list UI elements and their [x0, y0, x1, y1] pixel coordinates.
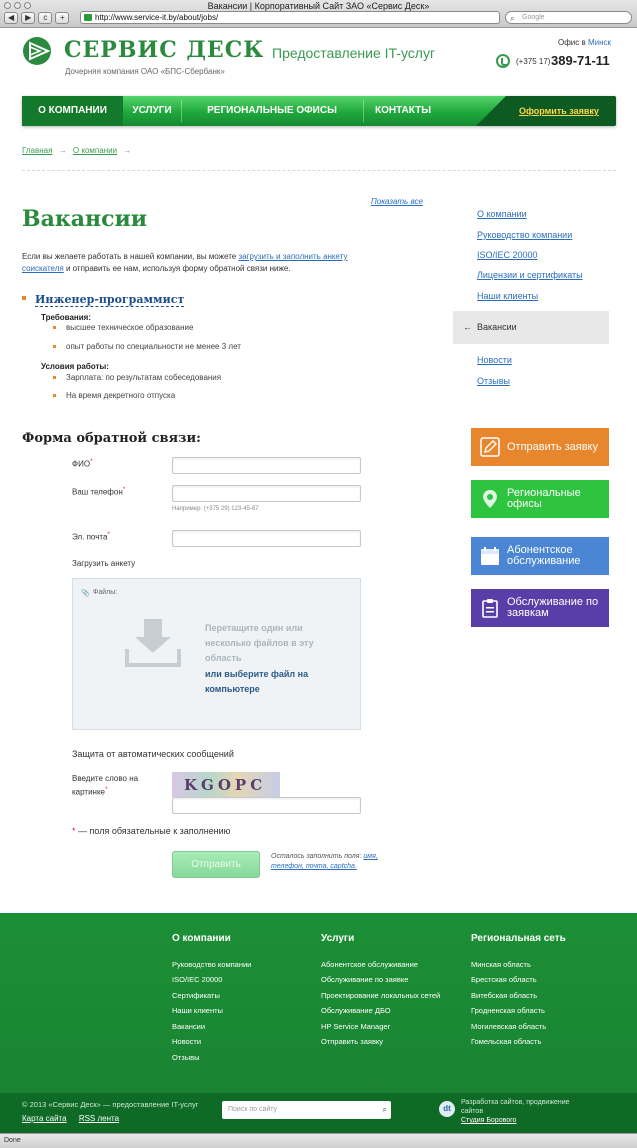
footer-link[interactable]: Отзывы	[172, 1053, 200, 1062]
choose-file-link[interactable]: или выберите файл на компьютере	[205, 669, 309, 694]
phone-hint: Например: (+375 29) 123-45-67	[172, 506, 259, 512]
clipboard-icon	[480, 598, 500, 618]
breadcrumb-arrow: →	[58, 146, 67, 155]
calendar-icon	[480, 546, 500, 566]
drop-text: Перетащите один или несколько файлов в эту область	[205, 623, 314, 663]
phone-label: Ваш телефон*	[72, 486, 126, 497]
request-service-button[interactable]	[471, 589, 609, 627]
footer-col-title[interactable]: Услуги	[321, 933, 355, 944]
arrow-left-icon: ←	[463, 322, 472, 332]
captcha-image	[172, 772, 280, 797]
sidebar-item-jobs[interactable]	[453, 311, 609, 344]
sidebar-item-label: Вакансии	[477, 322, 517, 332]
window-title: Вакансии | Корпоративный Сайт ЗАО «Сервис Деск»	[207, 1, 430, 11]
page-title: Вакансии	[22, 206, 148, 232]
subscription-service-label: Абонентское обслуживание	[507, 544, 581, 567]
breadcrumb	[22, 146, 135, 155]
rss-link[interactable]: RSS лента	[78, 1114, 120, 1123]
map-pin-icon	[480, 489, 500, 509]
required-note: * — поля обязательные к заполнению	[72, 826, 231, 836]
site-search-placeholder: Поиск по сайту	[228, 1106, 278, 1113]
pencil-icon	[480, 437, 500, 457]
regional-offices-button[interactable]	[471, 480, 609, 518]
footer-link[interactable]: Проектирование локальных сетей	[321, 991, 441, 1000]
footer-link[interactable]: Абонентское обслуживание	[321, 960, 418, 969]
fio-field[interactable]	[172, 457, 361, 474]
office-city-link[interactable]: Минск	[587, 38, 612, 47]
footer-link[interactable]: Вакансии	[172, 1022, 206, 1031]
sidebar-item-licenses[interactable]: Лицензии и сертификаты	[477, 270, 583, 280]
footer-link[interactable]: Наши клиенты	[172, 1006, 223, 1015]
nav-item-services[interactable]: УСЛУГИ	[132, 105, 172, 116]
footer-link[interactable]: Руководство компании	[172, 960, 252, 969]
paperclip-icon: 📎	[81, 590, 90, 597]
download-icon	[125, 619, 181, 667]
tagline: Предоставление IT-услуг	[272, 45, 436, 61]
footer-link[interactable]: Обслуживание ДБО	[321, 1006, 391, 1015]
requirements-heading: Требования:	[41, 313, 91, 322]
footer-link[interactable]: Брестская область	[471, 975, 537, 984]
upload-label: Загрузить анкету	[72, 559, 136, 568]
send-request-label: Отправить заявку	[507, 440, 598, 453]
footer-link[interactable]: Гомельская область	[471, 1037, 542, 1046]
status-bar: Done	[0, 1133, 637, 1148]
sitemap-link[interactable]: Карта сайта	[22, 1114, 67, 1123]
logo-icon[interactable]	[22, 36, 56, 66]
footer-link[interactable]: Витебская область	[471, 991, 538, 1000]
nav-item-regional-offices[interactable]: РЕГИОНАЛЬНЫЕ ОФИСЫ	[207, 105, 337, 116]
subscription-service-button[interactable]	[471, 537, 609, 575]
developer-link[interactable]: Студия Борового	[461, 1117, 517, 1124]
footer-col-title[interactable]: О компании	[172, 933, 231, 944]
footer-link[interactable]: Гродненская область	[471, 1006, 545, 1015]
office-label: Офис в	[558, 38, 586, 47]
logo-text[interactable]: СЕРВИС ДЕСК	[64, 37, 265, 63]
sidebar-item-reviews[interactable]: Отзывы	[477, 376, 510, 386]
divider	[22, 170, 616, 171]
add-bookmark-button[interactable]: +	[55, 12, 69, 24]
request-service-label: Обслуживание по заявкам	[507, 596, 599, 619]
breadcrumb-arrow: →	[123, 146, 132, 155]
list-item: высшее техническое образование	[55, 323, 193, 332]
phone-number: 389-71-11	[551, 53, 610, 68]
breadcrumb-home[interactable]: Главная	[22, 146, 53, 155]
captcha-word: KGOPC	[184, 776, 267, 794]
footer-link[interactable]: HP Service Manager	[321, 1022, 391, 1031]
copyright: © 2013 «Сервис Деск» — предоставление IT-услуг	[22, 1100, 199, 1109]
favicon-icon	[84, 14, 92, 21]
back-button[interactable]: ◀	[4, 12, 18, 24]
sidebar-item-management[interactable]: Руководство компании	[477, 230, 573, 240]
phone-code: (+375 17)	[516, 57, 551, 66]
office-selector	[558, 38, 611, 47]
phone-icon	[496, 54, 510, 68]
send-request-button[interactable]	[471, 428, 609, 466]
logo-subtitle: Дочерняя компания ОАО «БПС-Сбербанк»	[65, 67, 225, 76]
footer-link[interactable]: Минская область	[471, 960, 531, 969]
phone-field[interactable]	[172, 485, 361, 502]
nav-item-contacts[interactable]: КОНТАКТЫ	[374, 105, 432, 116]
sidebar-item-news[interactable]: Новости	[477, 355, 512, 365]
browser-search-input[interactable]	[505, 11, 632, 24]
regional-offices-label: Региональные офисы	[507, 487, 581, 510]
files-label: Файлы:	[93, 589, 118, 596]
intro-text: Если вы желаете работать в нашей компании, вы можете загрузить и заполнить анкету соискателя и отправить ее нам, используя форму обратной связи ниже.	[22, 252, 348, 273]
sidebar-item-about[interactable]: О компании	[477, 209, 527, 219]
form-title: Форма обратной связи:	[22, 431, 201, 446]
conditions-heading: Условия работы:	[41, 362, 109, 371]
developer-credit: Разработка сайтов, продвижение сайтов Студия Борового	[461, 1099, 570, 1124]
fio-label: ФИО*	[72, 458, 93, 469]
developer-logo[interactable]: dt	[439, 1101, 455, 1117]
main-nav	[22, 96, 616, 126]
captcha-label: Введите слово на картинке*	[72, 774, 139, 797]
questionnaire-link[interactable]: загрузить и заполнить анкету соискателя	[22, 252, 348, 273]
list-item: На время декретного отпуска	[55, 391, 175, 400]
footer-link[interactable]: ISO/IEC 20000	[172, 975, 223, 984]
list-item: опыт работы по специальности не менее 3 лет	[55, 342, 241, 351]
footer-link[interactable]: Обслуживание по заявке	[321, 975, 409, 984]
address-bar[interactable]	[80, 11, 500, 24]
footer-col-title[interactable]: Региональная сеть	[471, 933, 566, 944]
sidebar-item-clients[interactable]: Наши клиенты	[477, 291, 539, 301]
footer-link[interactable]: Могилевская область	[471, 1022, 547, 1031]
file-drop-zone[interactable]	[72, 578, 361, 730]
browser-toolbar	[0, 0, 637, 28]
email-label: Эл. почта*	[72, 531, 110, 542]
list-item: Зарплата: по результатам собеседования	[55, 373, 221, 382]
footer-link[interactable]: Новости	[172, 1037, 202, 1046]
captcha-heading: Защита от автоматических сообщений	[72, 749, 234, 759]
reload-button[interactable]: c	[38, 12, 52, 24]
bullet-icon	[22, 296, 26, 300]
footer	[0, 913, 637, 1093]
site-search-input[interactable]	[222, 1101, 391, 1119]
captcha-field[interactable]	[172, 797, 361, 814]
nav-item-about[interactable]: О КОМПАНИИ	[22, 96, 123, 126]
search-icon[interactable]: ⌕	[382, 1105, 387, 1114]
forward-button[interactable]: ▶	[21, 12, 35, 24]
footer-link[interactable]: Сертификаты	[172, 991, 220, 1000]
remaining-fields-note: Осталось заполнить поля: имя, телефон, почта, captcha.	[271, 853, 378, 870]
footer-link[interactable]: Отправить заявку	[321, 1037, 384, 1046]
browser-search-placeholder: Google	[522, 14, 545, 21]
email-field[interactable]	[172, 530, 361, 547]
sidebar-item-iso[interactable]: ISO/IEC 20000	[477, 250, 538, 260]
remaining-fields-link[interactable]: имя, телефон, почта, captcha.	[271, 853, 378, 870]
footer-bottom-links	[22, 1114, 129, 1123]
address-text: http://www.service-it.by/about/jobs/	[95, 13, 219, 22]
search-icon: ⌕	[510, 14, 515, 23]
show-all-link[interactable]: Показать все	[371, 197, 423, 206]
submit-button[interactable]: Отправить	[172, 851, 260, 878]
job-title-link[interactable]: Инженер-программист	[35, 293, 185, 306]
breadcrumb-about[interactable]: О компании	[72, 146, 118, 155]
order-request-link[interactable]: Оформить заявку	[519, 106, 599, 116]
